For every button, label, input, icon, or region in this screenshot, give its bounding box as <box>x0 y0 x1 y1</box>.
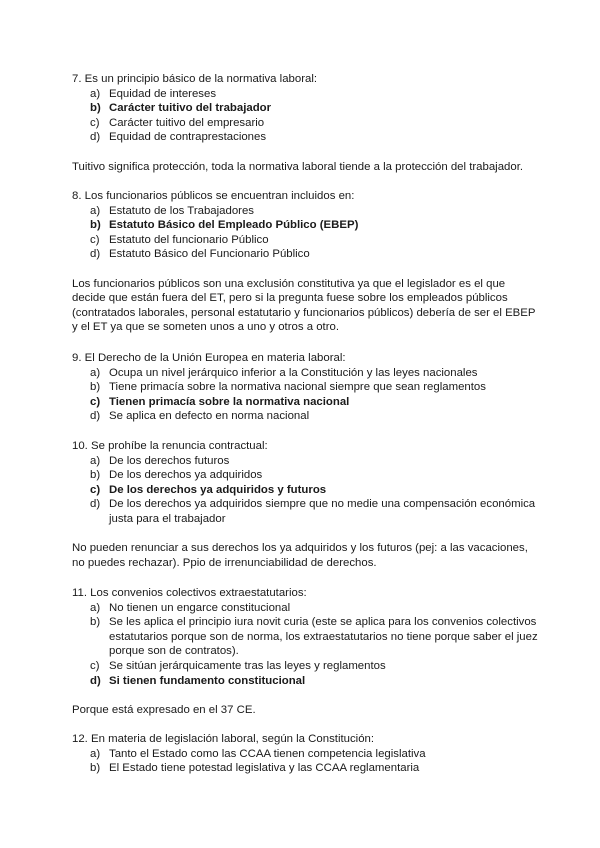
option-letter: c) <box>90 116 100 129</box>
option-a <box>72 87 542 102</box>
option-a <box>72 366 542 381</box>
option-letter: a) <box>90 454 101 467</box>
explanation-line: decide que están fuera del ET, pero si la pregunta fuese sobre los empleados públicos <box>72 292 508 305</box>
option-text: Si tienen fundamento constitucional <box>109 674 306 687</box>
option-letter: b) <box>90 762 101 775</box>
option-letter: a) <box>90 366 101 379</box>
option-text: Carácter tuitivo del empresario <box>109 116 265 129</box>
option-a <box>72 454 542 469</box>
option-text-line: Se les aplica el principio iura novit curia (este se aplica para los convenios colectivos <box>109 616 537 629</box>
question-8 <box>72 189 542 335</box>
option-text: Tiene primacía sobre la normativa nacional siempre que sean reglamentos <box>109 381 486 394</box>
explanation <box>72 541 542 570</box>
option-text: Equidad de intereses <box>109 87 217 100</box>
option-text: Equidad de contraprestaciones <box>109 131 267 144</box>
option-d <box>72 130 542 145</box>
option-text: Estatuto del funcionario Público <box>109 233 269 246</box>
question-12 <box>72 732 542 776</box>
options-list <box>72 747 542 776</box>
explanation-line: y el ET ya que se someten unos a uno y otros a otro. <box>72 321 339 334</box>
option-letter: c) <box>90 483 101 496</box>
option-c <box>72 233 542 248</box>
options-list <box>72 454 542 527</box>
explanation-line: Los funcionarios públicos son una exclusión constitutiva ya que el legislador es el que <box>72 277 506 290</box>
option-letter: d) <box>90 498 101 511</box>
option-b-correct <box>72 101 542 116</box>
option-c-correct <box>72 395 542 410</box>
option-letter: d) <box>90 131 101 144</box>
option-d <box>72 409 542 424</box>
explanation-line: (contratados laborales, personal estatutario y funcionarios públicos) debería de ser el EBEP <box>72 306 536 319</box>
question-text: 12. En materia de legislación laboral, según la Constitución: <box>72 733 375 745</box>
option-letter: a) <box>90 747 101 760</box>
option-text: De los derechos ya adquiridos y futuros <box>109 483 327 496</box>
option-text: De los derechos futuros <box>109 454 230 467</box>
option-letter: c) <box>90 233 100 246</box>
option-letter: d) <box>90 674 101 687</box>
question-10 <box>72 439 542 570</box>
option-d <box>72 497 542 526</box>
option-a <box>72 747 542 762</box>
option-letter: b) <box>90 219 101 232</box>
option-letter: d) <box>90 248 101 261</box>
question-text: 11. Los convenios colectivos extraestatutarios: <box>72 587 307 599</box>
options-list <box>72 366 542 424</box>
question-11 <box>72 586 542 717</box>
options-list <box>72 87 542 145</box>
options-list <box>72 601 542 689</box>
options-list <box>72 204 542 262</box>
option-c <box>72 116 542 131</box>
option-text: Se aplica en defecto en norma nacional <box>109 410 310 423</box>
question-text: 9. El Derecho de la Unión Europea en materia laboral: <box>72 352 346 364</box>
option-text-line: estatutarios porque son de norma, los extraestatutarios no tiene porque saber el juez <box>109 630 538 643</box>
explanation: Porque está expresado en el 37 CE. <box>72 703 256 716</box>
option-b <box>72 761 542 776</box>
option-text: Se sitúan jerárquicamente tras las leyes y reglamentos <box>109 659 386 672</box>
option-text-line: porque son de contratos). <box>109 645 239 658</box>
question-text: 7. Es un principio básico de la normativa laboral: <box>72 73 318 85</box>
option-d <box>72 247 542 262</box>
option-text: El Estado tiene potestad legislativa y las CCAA reglamentaria <box>109 762 420 775</box>
option-b <box>72 380 542 395</box>
explanation-line: No pueden renunciar a sus derechos los ya adquiridos y los futuros (pej: a las vacaciones, <box>72 542 528 555</box>
option-letter: b) <box>90 381 101 394</box>
option-text-line: justa para el trabajador <box>109 512 226 525</box>
option-b-correct <box>72 218 542 233</box>
option-letter: a) <box>90 204 101 217</box>
option-text: Estatuto Básico del Funcionario Público <box>109 248 310 261</box>
option-letter: d) <box>90 410 101 423</box>
question-9 <box>72 351 542 424</box>
option-text: Tanto el Estado como las CCAA tienen competencia legislativa <box>109 747 426 760</box>
question-7 <box>72 72 542 174</box>
option-b <box>72 615 542 659</box>
explanation-line: no puedes rechazar). Ppio de irrenunciabilidad de derechos. <box>72 556 377 569</box>
question-text: 8. Los funcionarios públicos se encuentran incluidos en: <box>72 190 355 202</box>
option-text-line: De los derechos ya adquiridos siempre que no medie una compensación económica <box>109 498 536 511</box>
option-letter: c) <box>90 395 101 408</box>
option-letter: b) <box>90 469 101 482</box>
option-letter: a) <box>90 87 101 100</box>
option-c-correct <box>72 483 542 498</box>
option-text: Ocupa un nivel jerárquico inferior a la Constitución y las leyes nacionales <box>109 366 478 379</box>
option-a <box>72 204 542 219</box>
option-text: Carácter tuitivo del trabajador <box>109 102 272 115</box>
option-text: Estatuto Básico del Empleado Público (EBEP) <box>109 219 359 232</box>
option-text: Tienen primacía sobre la normativa nacional <box>109 395 350 408</box>
question-text: 10. Se prohíbe la renuncia contractual: <box>72 440 268 452</box>
option-a <box>72 601 542 616</box>
option-letter: a) <box>90 601 101 614</box>
option-letter: b) <box>90 102 101 115</box>
option-b <box>72 468 542 483</box>
option-text: No tienen un engarce constitucional <box>109 601 291 614</box>
option-c <box>72 659 542 674</box>
option-text: Estatuto de los Trabajadores <box>109 204 255 217</box>
explanation <box>72 277 542 335</box>
option-letter: b) <box>90 616 101 629</box>
option-letter: c) <box>90 659 100 672</box>
explanation: Tuitivo significa protección, toda la normativa laboral tiende a la protección del trabajador. <box>72 160 524 173</box>
option-d-correct <box>72 674 542 689</box>
option-text: De los derechos ya adquiridos <box>109 469 263 482</box>
